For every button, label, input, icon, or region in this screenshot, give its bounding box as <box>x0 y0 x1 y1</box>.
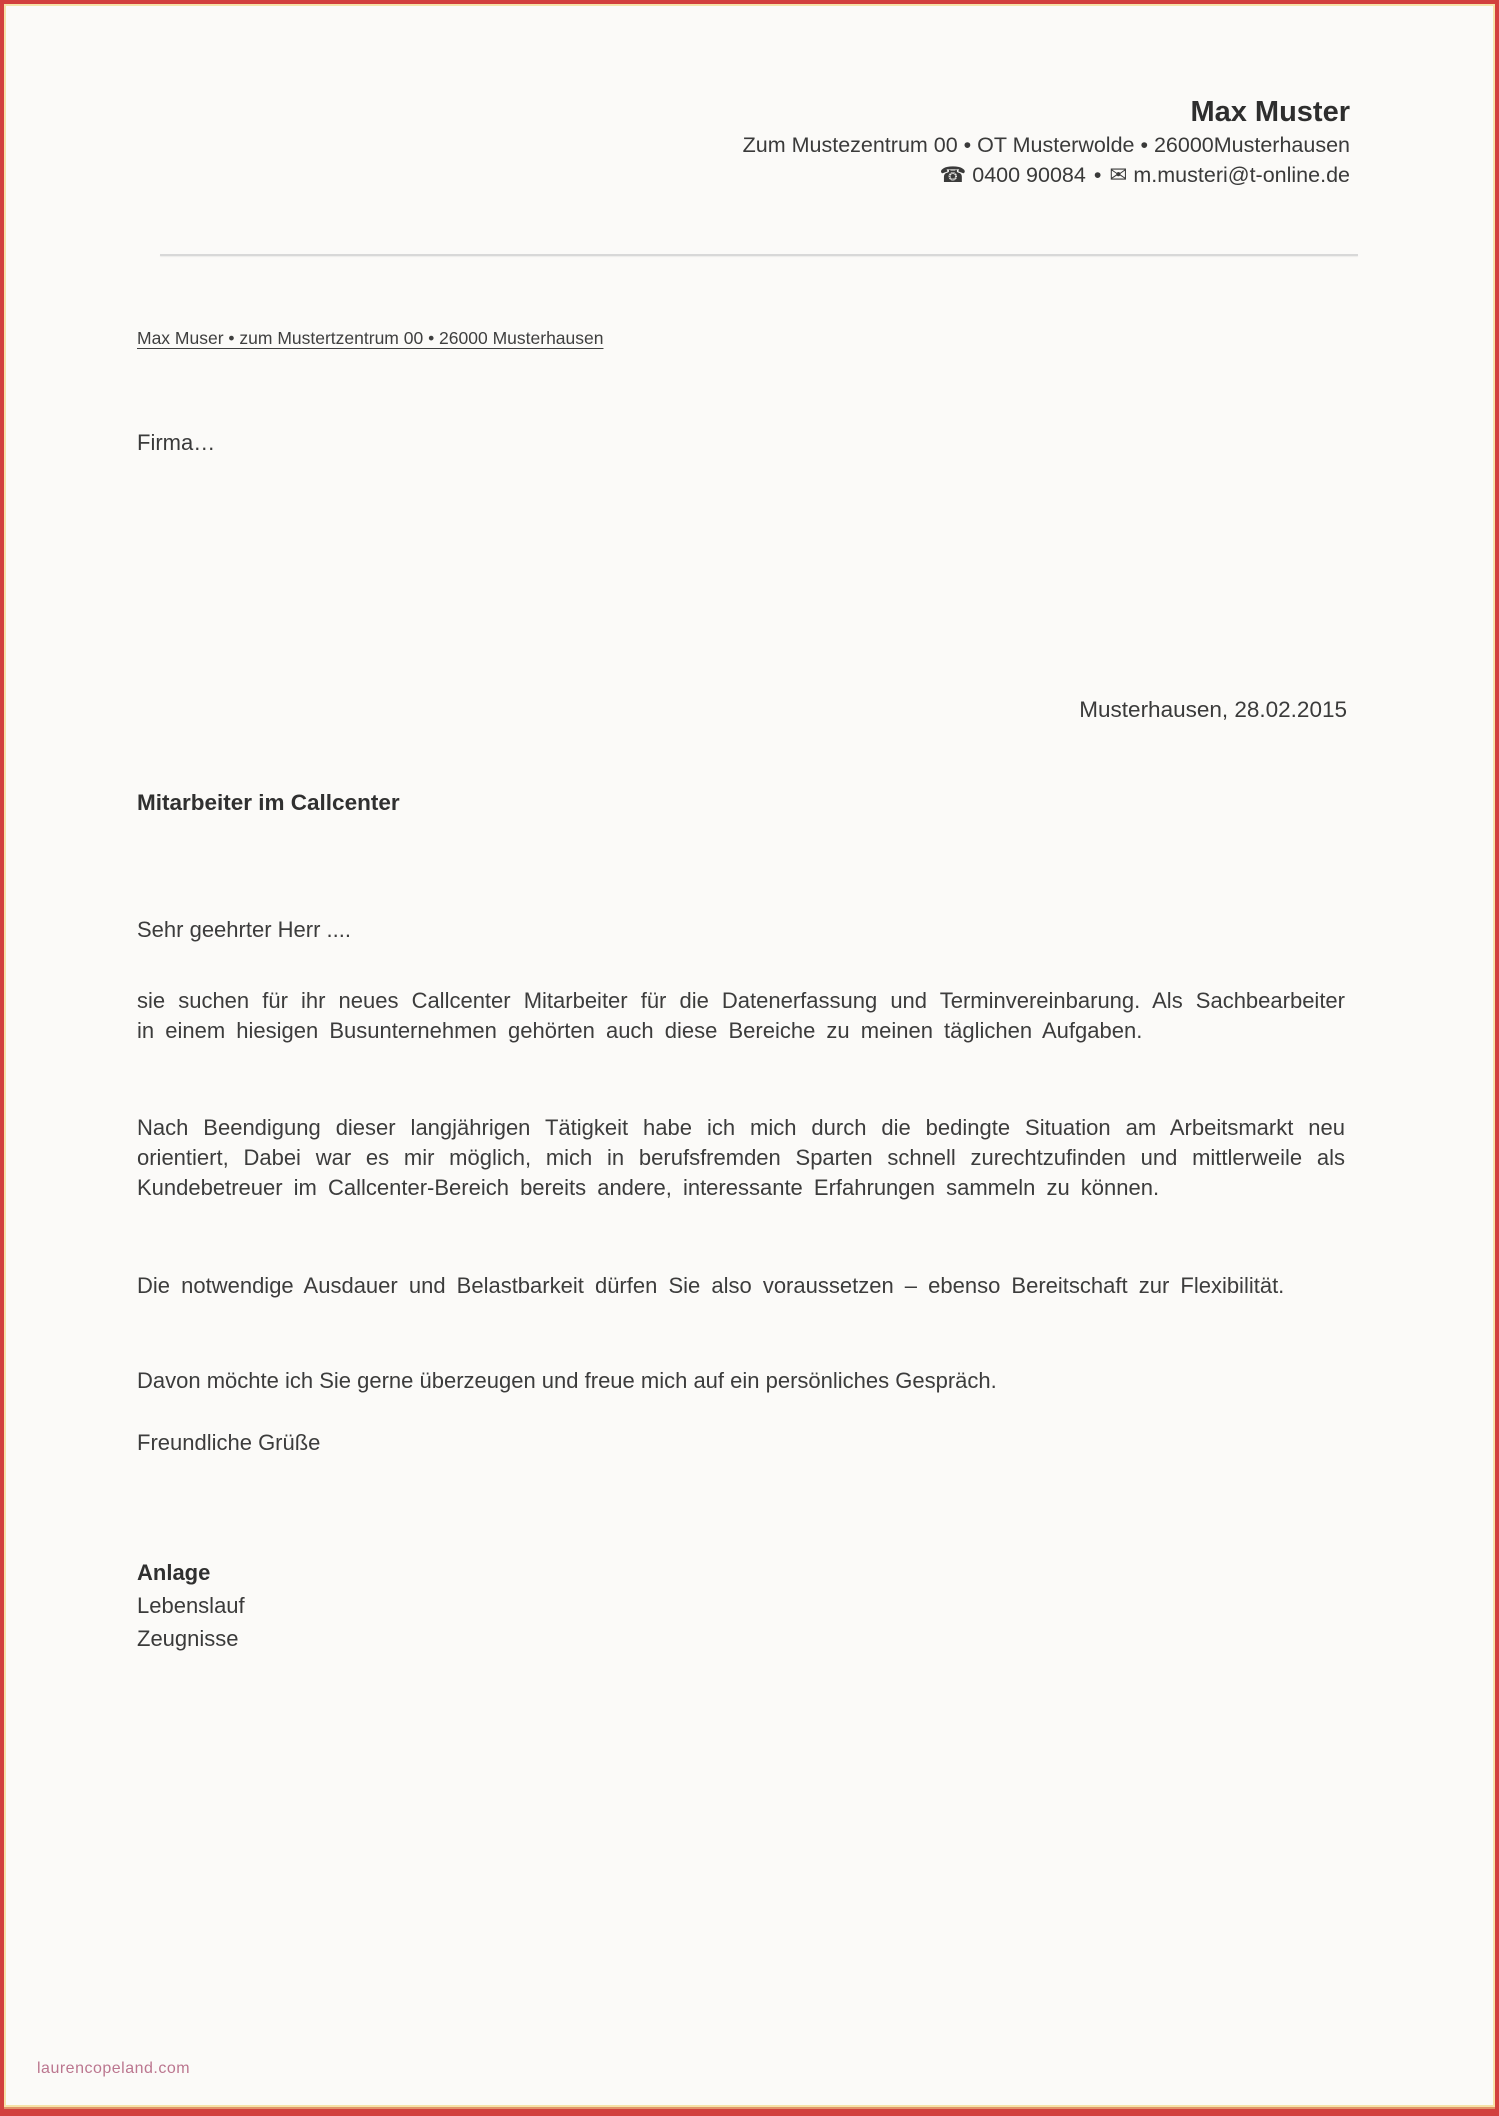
sender-address-line: Zum Mustezentrum 00 • OT Musterwolde • 26000Musterhausen <box>742 133 1350 157</box>
sender-header <box>743 94 1350 190</box>
page-border-cream <box>4 4 1495 2107</box>
header-divider <box>160 254 1358 256</box>
sender-contact-line <box>743 160 1350 190</box>
sender-name: Max Muster <box>1190 96 1350 128</box>
email-address: m.musteri@t-online.de <box>1133 163 1350 187</box>
body-paragraph: Nach Beendigung dieser langjährigen Tätigkeit habe ich mich durch die bedingte Situation am Arbeitsmarkt neu orientiert, Dabei war es mir möglich, mich in berufsfremden Sparten schnell zurechtzufinden und mittlerweile als Kundebetreuer im Callcenter-Bereich bereits andere, interessante Erfahrungen sammeln zu können. <box>137 1115 1345 1200</box>
phone-number: 0400 90084 <box>972 163 1086 187</box>
enclosure-item: Lebenslauf <box>137 1593 245 1618</box>
return-address-line: Max Muser • zum Mustertzentrum 00 • 26000 Musterhausen <box>137 328 604 348</box>
enclosures-block <box>137 1556 245 1655</box>
page-border-salmon <box>4 4 1495 2109</box>
subject-line: Mitarbeiter im Callcenter <box>137 790 400 815</box>
enclosures-title: Anlage <box>137 1560 211 1585</box>
body-paragraph: sie suchen für ihr neues Callcenter Mitarbeiter für die Datenerfassung und Terminvereinbarung. Als Sachbearbeiter in einem hiesigen Busunternehmen gehörten auch diese Bereiche zu meinen täglichen Aufgaben. <box>137 988 1345 1043</box>
email-icon: ✉ <box>1109 163 1128 187</box>
closing-line: Freundliche Grüße <box>137 1430 321 1455</box>
phone-icon: ☎ <box>939 163 967 187</box>
separator-dot: • <box>1093 163 1102 187</box>
watermark: laurencopeland.com <box>37 2060 191 2077</box>
recipient-line: Firma… <box>137 430 216 455</box>
date-line: Musterhausen, 28.02.2015 <box>1079 697 1347 722</box>
salutation: Sehr geehrter Herr .... <box>137 917 351 942</box>
enclosure-item: Zeugnisse <box>137 1626 239 1651</box>
body-paragraph: Davon möchte ich Sie gerne überzeugen und freue mich auf ein persönliches Gespräch. <box>137 1368 997 1393</box>
body-paragraph: Die notwendige Ausdauer und Belastbarkeit dürfen Sie also voraussetzen – ebenso Bereitschaft zur Flexibilität. <box>137 1273 1285 1298</box>
